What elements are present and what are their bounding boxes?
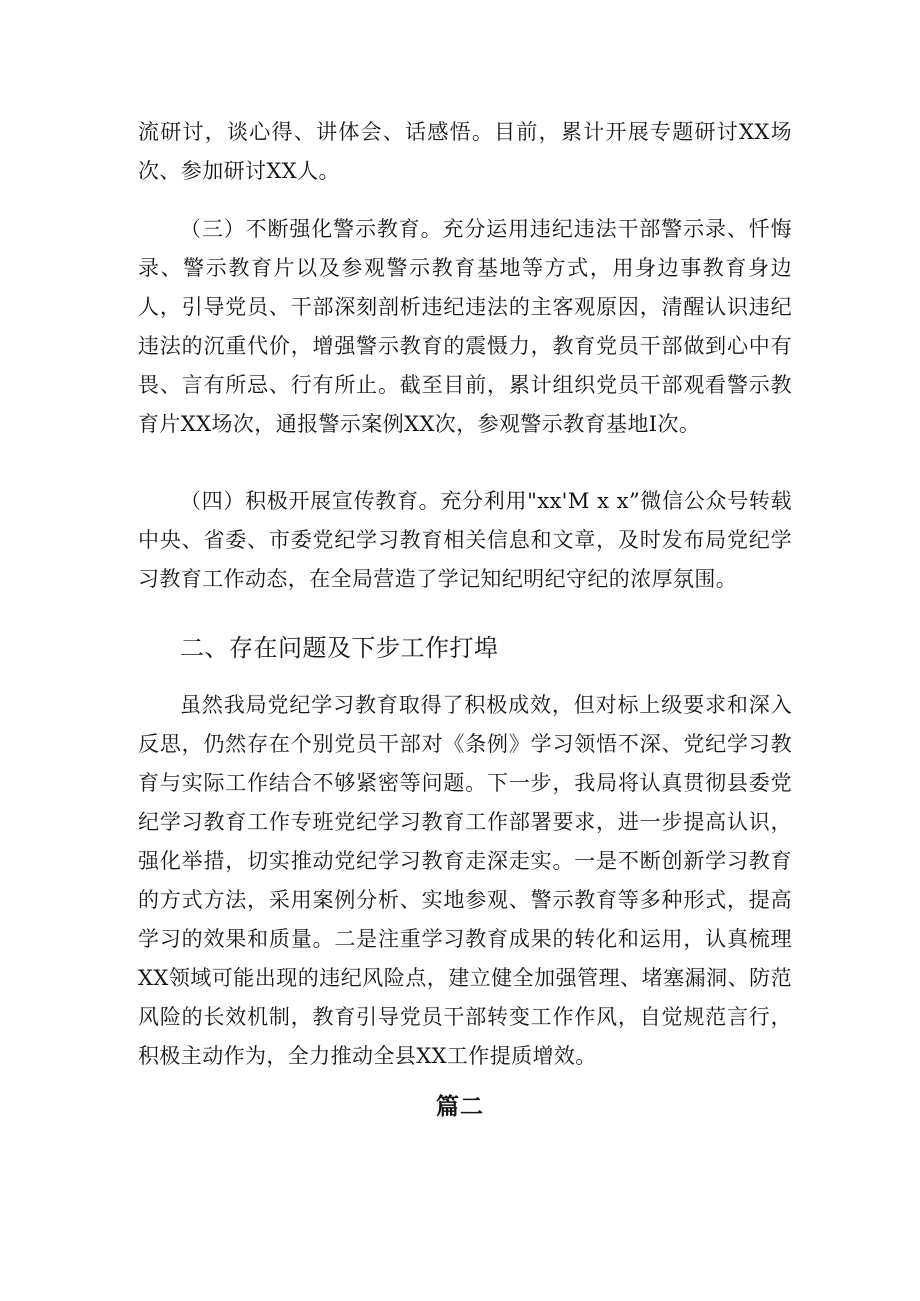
paragraph-warning-education: （三）不断强化警示教育。充分运用违纪违法干部警示录、忏悔录、警示教育片以及参观警示教育基地等方式，用身边事教育身边人，引导党员、干部深刻剖析违纪违法的主客观原因，清醒认识违纪违法的沉重代价，增强警示教育的震慑力，教育党员干部做到心中有畏、言有所忌、行有所止。截至目前，累计组织党员干部观看警示教育片XX场次，通报警示案例XX次，参观警示教育基地I次。	[138, 217, 792, 436]
paragraph-continuation: 流研讨，谈心得、讲体会、话感悟。目前，累计开展专题研讨XX场次、参加研讨XX人。	[138, 120, 792, 183]
paragraph-publicity-education: （四）积极开展宣传教育。充分利用"xx'M x x”微信公众号转载中央、省委、市委党纪学习教育相关信息和文章，及时发布局党纪学习教育工作动态，在全局营造了学记知纪明纪守纪的浓厚氛围。	[138, 489, 792, 591]
section-heading-problems: 二、存在问题及下步工作打埠	[180, 634, 499, 662]
paragraph-problems-next-steps: 虽然我局党纪学习教育取得了积极成效，但对标上级要求和深入反思，仍然存在个别党员干部对《条例》学习领悟不深、党纪学习教育与实际工作结合不够紧密等问题。下一步，我局将认真贯彻县委党纪学习教育工作专班党纪学习教育工作部署要求，进一步提高认识，强化举措，切实推动党纪学习教育走深走实。一是不断创新学习教育的方式方法，采用案例分析、实地参观、警示教育等多种形式，提高学习的效果和质量。二是注重学习教育成果的转化和运用，认真梳理XX领域可能出现的违纪风险点，建立健全加强管理、堵塞漏洞、防范风险的长效机制，教育引导党员干部转变工作作风，自觉规范言行，积极主动作为，全力推动全县XX工作提质增效。	[138, 693, 792, 1068]
section-title-part-two: 篇二	[436, 1094, 484, 1120]
